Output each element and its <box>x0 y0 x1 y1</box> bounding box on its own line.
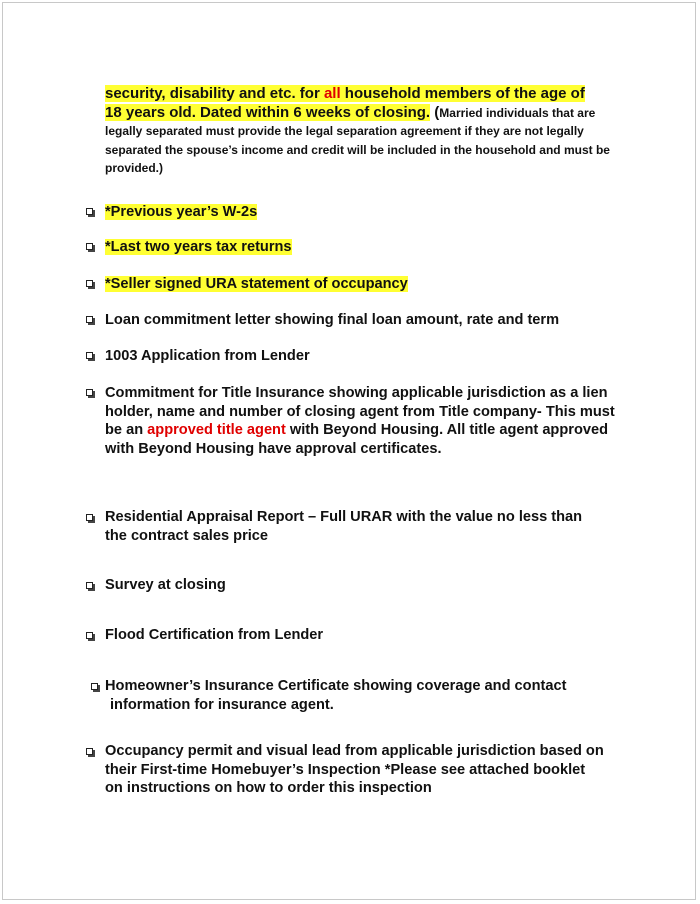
list-item: *Previous year’s W-2s <box>105 204 258 220</box>
list-item: 1003 Application from Lender <box>105 348 310 364</box>
intro-paragraph: security, disability and etc. for all household members of the age of 18 years old. Dated within 6 weeks of closing. (Married individuals that are legally separated must provide the legal separation agreement if they are not legally separated the spouse’s income and credit will be included in the household and must be provided.) <box>105 85 610 175</box>
list-item: Flood Certification from Lender <box>105 627 324 643</box>
list-item: *Seller signed URA statement of occupancy <box>105 276 408 292</box>
list-item: Occupancy permit and visual lead from applicable jurisdiction based on their First-time Homebuyer’s Inspection *Please see attached booklet on instructions on how to order this inspection <box>105 743 604 796</box>
list-item: *Last two years tax returns <box>105 239 292 255</box>
list-item: Residential Appraisal Report – Full URAR with the value no less than the contract sales price <box>105 509 583 544</box>
checkbox-bullet-icon <box>86 208 95 217</box>
checkbox-bullet-icon <box>86 243 95 252</box>
checkbox-bullet-icon <box>86 514 95 523</box>
list-item: Commitment for Title Insurance showing applicable jurisdiction as a lien holder, name and number of closing agent from Title company- This must be an approved title agent with Beyond Housing. All title agent approved with Beyond Housing have approval certificates. <box>105 385 615 457</box>
intro-line-a: security, disability and etc. for all household members of the age of <box>105 85 585 102</box>
checkbox-bullet-icon <box>86 280 95 289</box>
checkbox-bullet-icon <box>86 748 95 757</box>
checkbox-bullet-icon <box>86 389 95 398</box>
checkbox-bullet-icon <box>86 352 95 361</box>
list-item: Survey at closing <box>105 577 226 593</box>
checkbox-bullet-icon <box>86 632 95 641</box>
intro-note: Married individuals that are legally separated must provide the legal separation agreement if they are not legally separated the spouse’s income and credit will be included in the household and must be provided.) <box>105 105 610 175</box>
intro-highlight-all: all <box>323 85 341 102</box>
intro-line-b: 18 years old. Dated within 6 weeks of closing. <box>105 103 431 121</box>
list-item: Loan commitment letter showing final loan amount, rate and term <box>105 312 560 328</box>
checkbox-bullet-icon <box>91 683 100 692</box>
checkbox-bullet-icon <box>86 582 95 591</box>
list-item: Homeowner’s Insurance Certificate showing coverage and contact information for insurance agent. <box>105 678 567 713</box>
approved-title-agent: approved title agent <box>147 422 286 438</box>
checkbox-bullet-icon <box>86 316 95 325</box>
